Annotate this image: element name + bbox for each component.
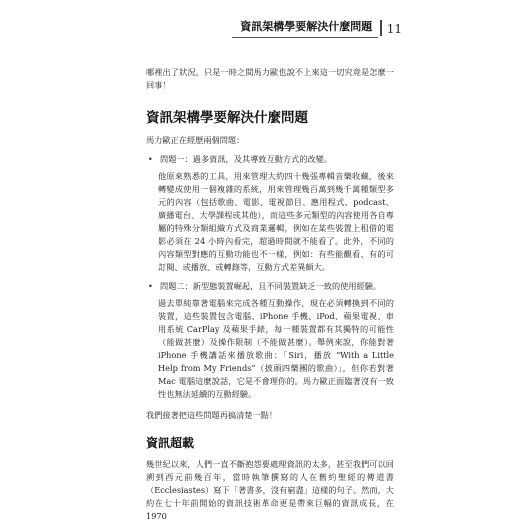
section-heading: 資訊架構學要解決什麼問題: [146, 110, 308, 126]
problem-2-item: [146, 280, 394, 293]
closing-sentence: 我們接著把這些問題再搞清楚一點！: [146, 410, 278, 420]
problem-2-body: 過去單純靠著電腦來完成各種互動操作，現在必須轉換到不同的裝置，這些裝置包含電腦、iPhone 手機、iPod、蘋果電視、車用系統 CarPlay 及蘋果手錶，每一種裝置都有其獨特的可能性（能做甚麼）及操作限制（不能做甚麼）。舉例來說，你能對著 iPhone 手機講話來播放歌曲：「Siri，播放 “With a Little Help from My Friends”（披頭四樂團的歌曲）」，但你若對著 Mac 電腦這麼說話，它是不會理你的。馬力歐正面臨著沒有一致性也無法延續的互動經驗。: [158, 298, 394, 399]
problem-1-title: 問題一：過多資訊，及其導致互動方式的改變。: [160, 154, 332, 164]
page-number: 11: [386, 22, 402, 36]
problem-1-item: [146, 153, 394, 166]
bullet-icon: •: [148, 282, 153, 291]
header-divider: [380, 20, 382, 36]
lead-sentence: 馬力歐正在經歷兩個問題：: [146, 135, 245, 145]
problem-2-title: 問題二：新型態裝置崛起，且不同裝置缺乏一致的使用經驗。: [160, 281, 382, 291]
running-header: [232, 18, 402, 38]
problem-1-body: 他原來熟悉的工具，用來管理大約四十幾張專輯音樂收藏，後來轉變成使用一個複雜的系統，用來管理幾百萬到幾千萬種類型多元的內容（包括歌曲、電影、電視節目、應用程式、podcast、廣播電台、大學課程或其他），而這些多元類型的內容使用各自專屬的特殊分類組織方式及商業邏輯，例如在某些裝置上租借的電影必須在 24 小時內看完，超過時間就不能看了。此外，不同的內容類型對應的互動功能也不一樣，例如：有些能觀看、有的可訂閱、或播放、或轉錄等，互動方式差異頗大。: [158, 171, 394, 272]
intro-paragraph: 哪裡出了狀況，只是一時之間馬力歐也說不上來這一切究竟是怎麼一回事！: [146, 67, 394, 90]
final-paragraph: 幾世紀以來，人們一直不斷抱怨要處理資訊的太多，甚至我們可以回溯到西元前幾百年，當時執筆撰寫的人在舊約聖經的傳道書（Ecclesiastes）寫下「著書多，沒有窮盡」這樣的句子。然而，大約在七十年前開始的資訊技術革命更是帶來巨幅的資訊成長，在 1970: [146, 459, 394, 521]
bullet-icon: •: [148, 155, 153, 164]
page-body: [146, 66, 394, 523]
problem-list: [146, 153, 394, 401]
running-header-title: 資訊架構學要解決什麼問題: [232, 18, 378, 38]
subsection-heading: 資訊超載: [146, 436, 195, 450]
